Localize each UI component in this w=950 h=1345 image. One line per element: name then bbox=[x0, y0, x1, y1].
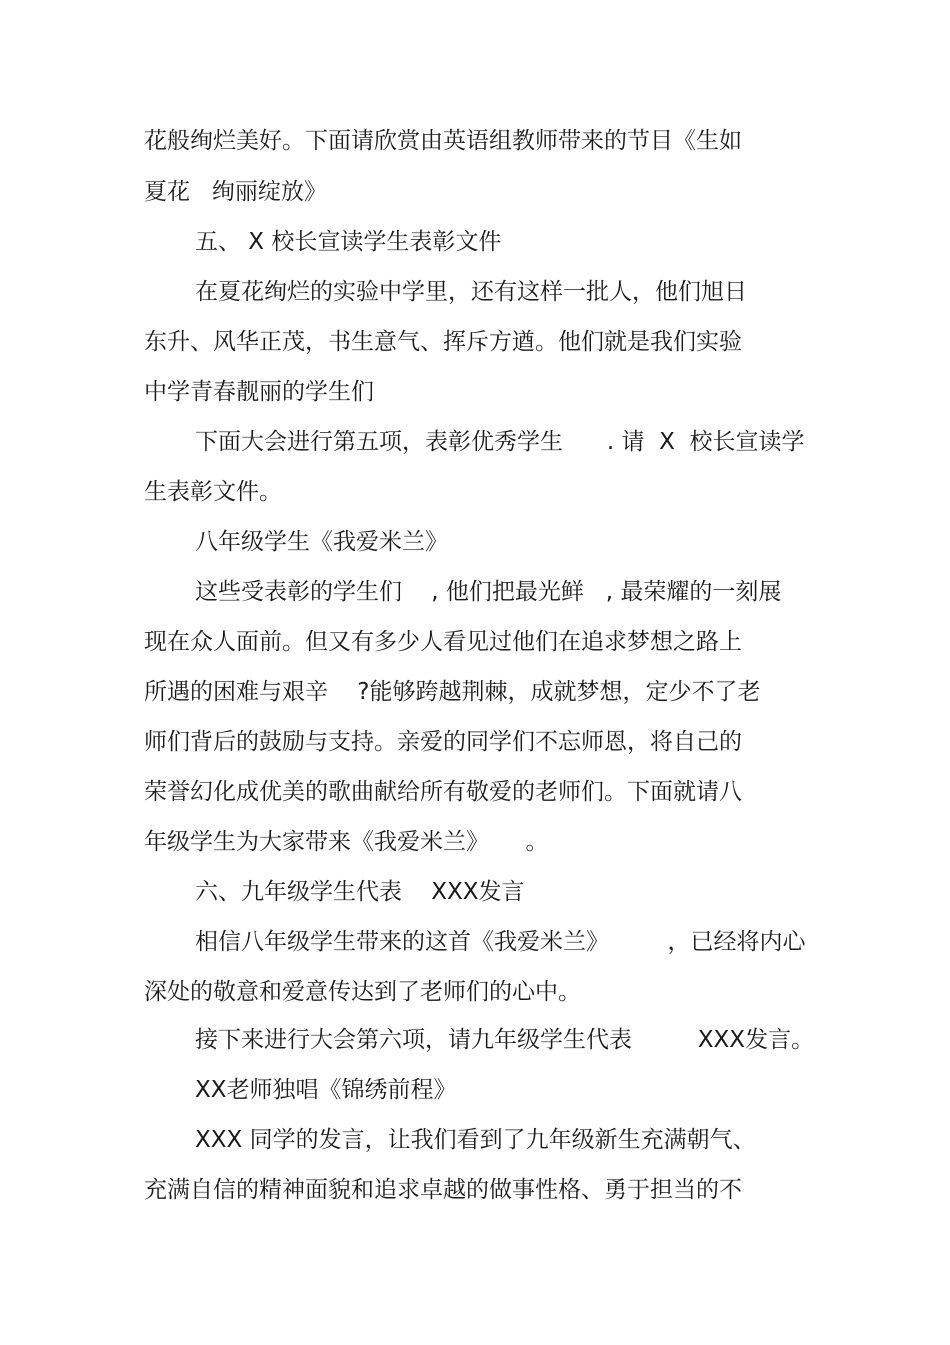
text-line: 生表彰文件。 bbox=[144, 479, 282, 505]
text-line: XXX 同学的发言，让我们看到了九年级新生充满朝气、 bbox=[195, 1127, 756, 1153]
program-item: 八年级学生《我爱米兰》 bbox=[195, 529, 448, 555]
text-line: 在夏花绚烂的实验中学里，还有这样一批人，他们旭日 bbox=[195, 279, 747, 305]
text-line: 相信八年级学生带来的这首《我爱米兰》 ，已经将内心 bbox=[195, 929, 806, 955]
section-heading: 六、九年级学生代表 XXX发言 bbox=[195, 879, 525, 905]
text-line: 下面大会进行第五项，表彰优秀学生 . 请 X 校长宣读学 bbox=[195, 429, 805, 455]
text-line: 师们背后的鼓励与支持。亲爱的同学们不忘师恩，将自己的 bbox=[144, 729, 742, 755]
text-line: 花般绚烂美好。下面请欣赏由英语组教师带来的节目《生如 bbox=[144, 128, 742, 154]
text-line: 夏花 绚丽绽放》 bbox=[144, 179, 327, 205]
text-line: 中学青春靓丽的学生们 bbox=[144, 379, 374, 405]
text-line: 接下来进行大会第六项，请九年级学生代表 XXX发言。 bbox=[195, 1027, 815, 1053]
text-line: 充满自信的精神面貌和追求卓越的做事性格、勇于担当的不 bbox=[144, 1177, 742, 1203]
text-line: 这些受表彰的学生们 , 他们把最光鲜 , 最荣耀的一刻展 bbox=[195, 579, 782, 605]
program-item: XX老师独唱《锦绣前程》 bbox=[195, 1077, 457, 1103]
section-heading: 五、 X 校长宣读学生表彰文件 bbox=[195, 229, 502, 255]
text-line: 现在众人面前。但又有多少人看见过他们在追求梦想之路上 bbox=[144, 629, 742, 655]
text-line: 东升、风华正茂，书生意气、挥斥方遒。他们就是我们实验 bbox=[144, 329, 742, 355]
text-line: 所遇的困难与艰辛 ?能够跨越荆棘，成就梦想，定少不了老 bbox=[144, 679, 761, 705]
text-line: 荣誉幻化成优美的歌曲献给所有敬爱的老师们。下面就请八 bbox=[144, 779, 742, 805]
text-line: 深处的敬意和爱意传达到了老师们的心中。 bbox=[144, 979, 581, 1005]
text-line: 年级学生为大家带来《我爱米兰》 。 bbox=[144, 829, 549, 855]
